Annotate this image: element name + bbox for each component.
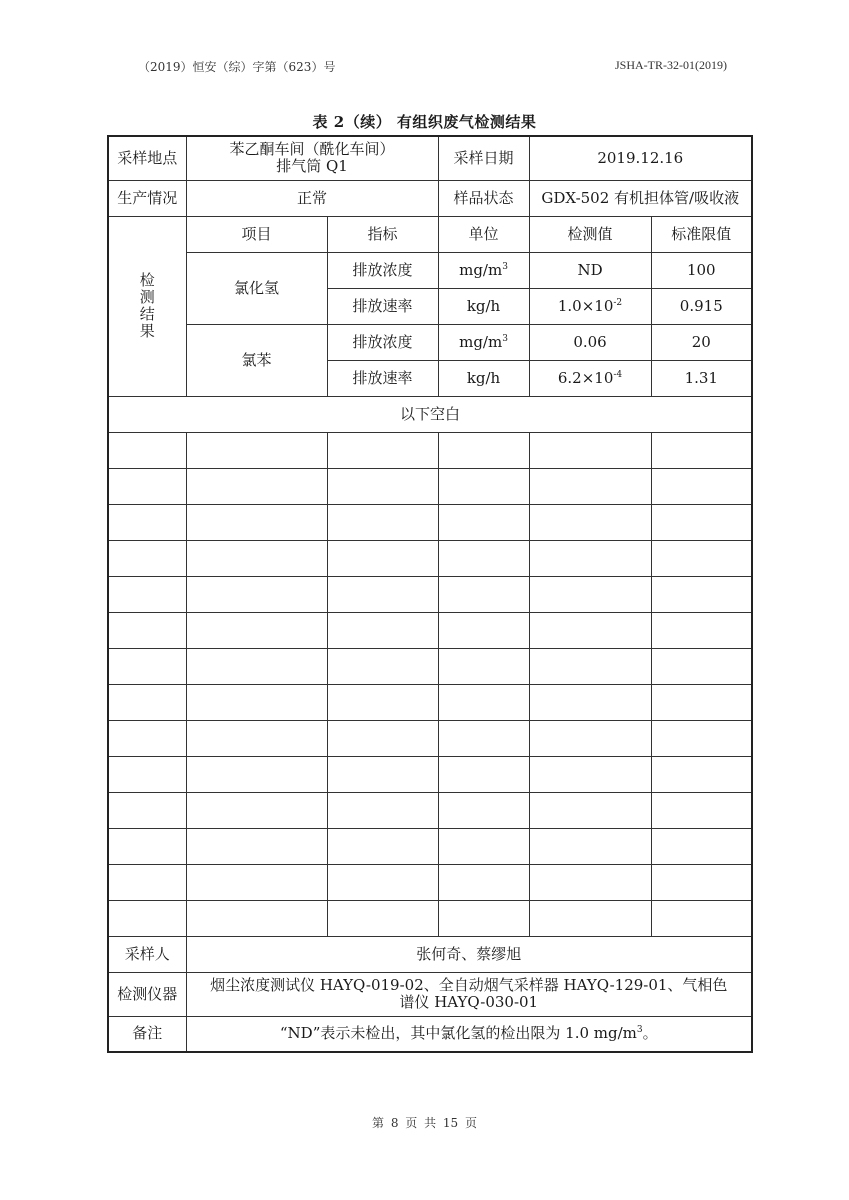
- limit-cell: 0.915: [651, 288, 752, 324]
- value-base: 0.06: [573, 332, 607, 351]
- blank-cell: [529, 828, 651, 864]
- blank-cell: [327, 900, 438, 936]
- indicator-cell: 排放速率: [327, 288, 438, 324]
- sampling-location-line2: 排气筒 Q1: [276, 157, 348, 176]
- limit-cell: 100: [651, 252, 752, 288]
- blank-cell: [327, 576, 438, 612]
- blank-cell: [186, 504, 327, 540]
- blank-cell: [529, 720, 651, 756]
- unit-exponent: 3: [502, 333, 508, 344]
- blank-row: [108, 468, 752, 504]
- unit-base: mg/m: [459, 260, 503, 279]
- instrument-value: [186, 972, 752, 1016]
- blank-cell: [529, 504, 651, 540]
- blank-cell: [108, 540, 186, 576]
- blank-cell: [438, 576, 529, 612]
- blank-cell: [651, 684, 752, 720]
- blank-cell: [651, 468, 752, 504]
- blank-row: [108, 900, 752, 936]
- blank-cell: [186, 900, 327, 936]
- value-cell: [529, 288, 651, 324]
- blank-cell: [529, 612, 651, 648]
- blank-cell: [327, 828, 438, 864]
- blank-cell: [438, 864, 529, 900]
- blank-cell: [327, 504, 438, 540]
- blank-cell: [108, 756, 186, 792]
- blank-cell: [529, 900, 651, 936]
- sampling-date-label: 采样日期: [438, 136, 529, 180]
- blank-row: [108, 828, 752, 864]
- blank-cell: [186, 720, 327, 756]
- blank-cell: [438, 828, 529, 864]
- blank-cell: [651, 720, 752, 756]
- blank-cell: [529, 468, 651, 504]
- blank-cell: [529, 792, 651, 828]
- column-header-unit: 单位: [438, 216, 529, 252]
- blank-cell: [327, 648, 438, 684]
- item-name-hcl: 氯化氢: [186, 252, 327, 324]
- blank-cell: [438, 684, 529, 720]
- blank-cell: [529, 864, 651, 900]
- blank-cell: [327, 468, 438, 504]
- limit-cell: 20: [651, 324, 752, 360]
- sampler-value: 张何奇、蔡缪旭: [186, 936, 752, 972]
- blank-cell: [327, 540, 438, 576]
- indicator-cell: 排放浓度: [327, 252, 438, 288]
- blank-cell: [108, 684, 186, 720]
- blank-note-row: [108, 396, 752, 432]
- blank-cell: [651, 540, 752, 576]
- value-cell: [529, 360, 651, 396]
- instrument-label: 检测仪器: [108, 972, 186, 1016]
- table-row: [108, 252, 752, 288]
- blank-cell: [186, 756, 327, 792]
- blank-cell: [108, 468, 186, 504]
- section-char-4: 果: [139, 322, 155, 340]
- results-header-row: [108, 216, 752, 252]
- remark-exponent: 3: [636, 1025, 643, 1036]
- document-code: JSHA-TR-32-01(2019): [615, 58, 727, 72]
- sample-state-label: 样品状态: [438, 180, 529, 216]
- sample-state-value: GDX-502 有机担体管/吸收液: [529, 180, 752, 216]
- production-label: 生产情况: [108, 180, 186, 216]
- production-value: 正常: [186, 180, 438, 216]
- item-name-chlorobenzene: 氯苯: [186, 324, 327, 396]
- column-header-item: 项目: [186, 216, 327, 252]
- blank-cell: [108, 648, 186, 684]
- info-row-production: [108, 180, 752, 216]
- blank-cell: [529, 684, 651, 720]
- blank-cell: [108, 432, 186, 468]
- value-base: 6.2×10: [557, 368, 614, 387]
- limit-cell: 1.31: [651, 360, 752, 396]
- column-header-limit: 标准限值: [651, 216, 752, 252]
- blank-cell: [529, 540, 651, 576]
- blank-cell: [438, 648, 529, 684]
- unit-exponent: 3: [502, 261, 508, 272]
- sampling-date-value: 2019.12.16: [529, 136, 752, 180]
- unit-base: mg/m: [459, 332, 503, 351]
- blank-cell: [438, 540, 529, 576]
- remark-end: 。: [642, 1024, 658, 1043]
- blank-cell: [651, 648, 752, 684]
- blank-cell: [108, 504, 186, 540]
- indicator-cell: 排放速率: [327, 360, 438, 396]
- unit-cell: [438, 324, 529, 360]
- section-char-1: 检: [139, 271, 155, 289]
- results-section-label: [108, 216, 186, 396]
- remark-value: [186, 1016, 752, 1052]
- info-row-location: [108, 136, 752, 180]
- blank-cell: [186, 432, 327, 468]
- blank-cell: [651, 756, 752, 792]
- blank-row: [108, 864, 752, 900]
- blank-cell: [438, 900, 529, 936]
- sampler-label: 采样人: [108, 936, 186, 972]
- sampling-location-line1: 苯乙酮车间（酰化车间）: [229, 140, 395, 159]
- value-base: ND: [577, 260, 603, 279]
- value-exponent: -4: [613, 369, 623, 380]
- blank-cell: [186, 864, 327, 900]
- sampling-location-label: 采样地点: [108, 136, 186, 180]
- blank-cell: [651, 504, 752, 540]
- unit-cell: [438, 360, 529, 396]
- blank-cell: [651, 864, 752, 900]
- blank-cell: [651, 612, 752, 648]
- remark-text: “ND”表示未检出，其中氯化氢的检出限为 1.0 mg/m: [279, 1024, 637, 1043]
- value-cell: [529, 324, 651, 360]
- blank-cell: [438, 468, 529, 504]
- sampler-row: [108, 936, 752, 972]
- table-title: 表 2（续） 有组织废气检测结果: [312, 113, 537, 131]
- blank-cell: [327, 756, 438, 792]
- instrument-line2: 谱仪 HAYQ-030-01: [399, 993, 539, 1011]
- section-char-3: 结: [139, 305, 155, 323]
- blank-cell: [438, 792, 529, 828]
- blank-cell: [651, 792, 752, 828]
- blank-cell: [529, 576, 651, 612]
- blank-cell: [327, 720, 438, 756]
- blank-row: [108, 684, 752, 720]
- blank-row: [108, 432, 752, 468]
- blank-row: [108, 612, 752, 648]
- blank-row: [108, 504, 752, 540]
- blank-cell: [651, 828, 752, 864]
- blank-cell: [438, 756, 529, 792]
- blank-cell: [529, 648, 651, 684]
- blank-cell: [108, 576, 186, 612]
- report-number: （2019）恒安（综）字第（623）号: [138, 60, 336, 74]
- blank-cell: [529, 756, 651, 792]
- blank-cell: [108, 864, 186, 900]
- blank-cell: [186, 684, 327, 720]
- blank-cell: [108, 792, 186, 828]
- remark-row: [108, 1016, 752, 1052]
- blank-cell: [651, 576, 752, 612]
- blank-cell: [327, 864, 438, 900]
- sampling-location-value: [186, 136, 438, 180]
- instrument-line1: 烟尘浓度测试仪 HAYQ-019-02、全自动烟气采样器 HAYQ-129-01、气相色: [210, 976, 728, 994]
- blank-cell: [186, 540, 327, 576]
- blank-cell: [651, 900, 752, 936]
- instrument-row: [108, 972, 752, 1016]
- page-number: 第 8 页 共 15 页: [372, 1116, 477, 1130]
- section-char-2: 测: [139, 288, 155, 306]
- value-base: 1.0×10: [557, 296, 614, 315]
- column-header-indicator: 指标: [327, 216, 438, 252]
- blank-cell: [438, 720, 529, 756]
- blank-cell: [108, 900, 186, 936]
- unit-cell: [438, 288, 529, 324]
- blank-cell: [651, 432, 752, 468]
- blank-cell: [186, 828, 327, 864]
- blank-cell: [438, 612, 529, 648]
- blank-cell: [108, 612, 186, 648]
- value-cell: [529, 252, 651, 288]
- blank-row: [108, 756, 752, 792]
- blank-cell: [438, 432, 529, 468]
- blank-cell: [327, 684, 438, 720]
- blank-cell: [327, 792, 438, 828]
- blank-rows: [108, 432, 752, 936]
- unit-base: kg/h: [466, 296, 501, 315]
- blank-row: [108, 576, 752, 612]
- value-exponent: -2: [613, 297, 623, 308]
- table-row: [108, 324, 752, 360]
- blank-cell: [186, 648, 327, 684]
- blank-cell: [327, 612, 438, 648]
- blank-cell: [327, 432, 438, 468]
- blank-row: [108, 792, 752, 828]
- blank-row: [108, 648, 752, 684]
- column-header-value: 检测值: [529, 216, 651, 252]
- blank-cell: [186, 792, 327, 828]
- blank-cell: [108, 828, 186, 864]
- results-table: [107, 135, 753, 1053]
- unit-cell: [438, 252, 529, 288]
- remark-label: 备注: [108, 1016, 186, 1052]
- blank-cell: [186, 612, 327, 648]
- blank-cell: [529, 432, 651, 468]
- blank-cell: [186, 576, 327, 612]
- blank-cell: [186, 468, 327, 504]
- blank-cell: [438, 504, 529, 540]
- blank-cell: [108, 720, 186, 756]
- indicator-cell: 排放浓度: [327, 324, 438, 360]
- blank-note: 以下空白: [108, 396, 752, 432]
- unit-base: kg/h: [466, 368, 501, 387]
- blank-row: [108, 720, 752, 756]
- blank-row: [108, 540, 752, 576]
